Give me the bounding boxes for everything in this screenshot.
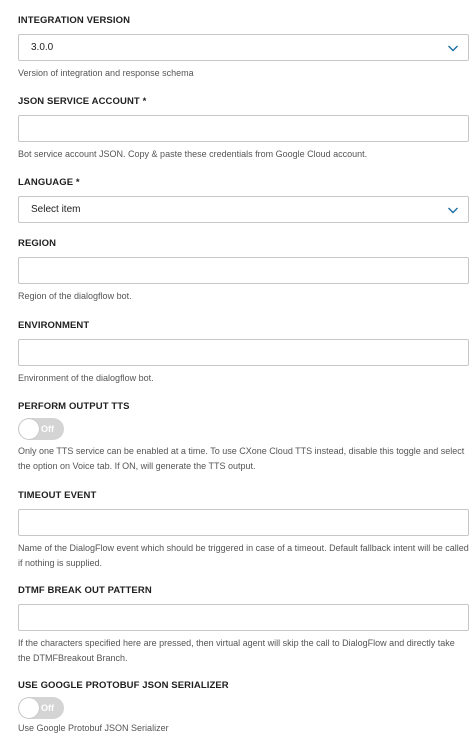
environment-section [18,320,469,386]
dtmf-break-out-pattern-field[interactable] [18,604,469,631]
use-google-protobuf-toggle[interactable] [18,697,64,719]
timeout-event-field[interactable] [18,509,469,536]
timeout-event-section [18,490,469,571]
timeout-event-help: Name of the DialogFlow event which should be triggered in case of a timeout. Default fallback intent will be called if nothing is supplied. [18,543,469,568]
chevron-down-icon [447,204,459,216]
region-field[interactable] [18,257,469,284]
json-service-account-input[interactable] [19,116,468,141]
toggle-knob [19,419,39,439]
integration-version-section [18,15,469,81]
use-google-protobuf-section [18,680,469,736]
language-section [18,177,469,223]
integration-version-select[interactable] [18,34,469,61]
language-value: Select item [31,204,81,215]
dtmf-break-out-pattern-input[interactable] [19,605,468,630]
region-input[interactable] [19,258,468,283]
region-help: Region of the dialogflow bot. [18,291,132,301]
environment-label: ENVIRONMENT [18,320,90,331]
json-service-account-label: JSON SERVICE ACCOUNT * [18,96,147,107]
environment-help: Environment of the dialogflow bot. [18,373,154,383]
timeout-event-label: TIMEOUT EVENT [18,490,97,501]
use-google-protobuf-help: Use Google Protobuf JSON Serializer [18,723,169,733]
perform-output-tts-section [18,401,469,474]
integration-version-help: Version of integration and response schema [18,68,194,78]
language-label: LANGUAGE * [18,177,80,188]
environment-input[interactable] [19,340,468,365]
perform-output-tts-help: Only one TTS service can be enabled at a time. To use CXone Cloud TTS instead, disable this toggle and select the option on Voice tab. If ON, will generate the TTS output. [18,446,465,471]
use-google-protobuf-label: USE GOOGLE PROTOBUF JSON SERIALIZER [18,680,229,691]
environment-field[interactable] [18,339,469,366]
perform-output-tts-label: PERFORM OUTPUT TTS [18,401,130,412]
integration-version-label: INTEGRATION VERSION [18,15,131,26]
toggle-state-text: Off [41,424,54,434]
toggle-knob [19,698,39,718]
toggle-state-text: Off [41,703,54,713]
region-label: REGION [18,238,57,249]
json-service-account-section [18,96,469,162]
language-select[interactable] [18,196,469,223]
json-service-account-field[interactable] [18,115,469,142]
perform-output-tts-toggle[interactable] [18,418,64,440]
json-service-account-help: Bot service account JSON. Copy & paste these credentials from Google Cloud account. [18,149,368,159]
dtmf-break-out-pattern-label: DTMF BREAK OUT PATTERN [18,585,152,596]
chevron-down-icon [447,42,459,54]
timeout-event-input[interactable] [19,510,468,535]
dtmf-break-out-pattern-section [18,585,469,666]
integration-version-value: 3.0.0 [31,42,54,53]
dtmf-break-out-pattern-help: If the characters specified here are pressed, then virtual agent will skip the call to DialogFlow and directly take the DTMFBreakout Branch. [18,638,455,663]
region-section [18,238,469,304]
